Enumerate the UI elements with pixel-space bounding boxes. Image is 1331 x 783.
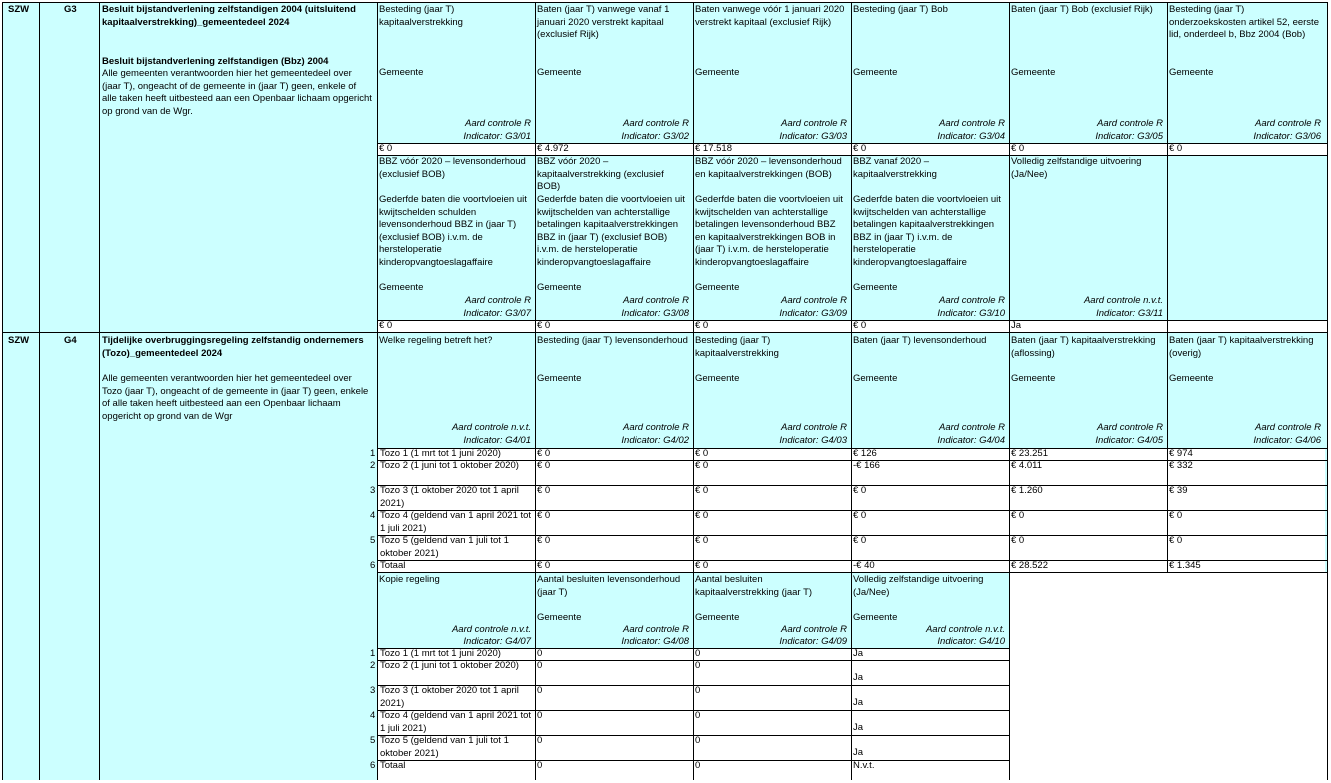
column-header: Besteding (jaar T) levensonderhoud [537, 335, 688, 346]
column-header: Aantal besluiten levensonderhoud (jaar T) [537, 574, 681, 598]
indicator-label: Indicator: G3/09 [779, 308, 847, 319]
regeling-name: Tozo 2 (1 juni tot 1 oktober 2020) [380, 660, 519, 671]
value-field[interactable]: 0 [537, 685, 543, 696]
indicator-label: Indicator: G4/10 [937, 636, 1005, 647]
control-label: Aard controle R [464, 118, 531, 129]
value-field[interactable]: € 0 [537, 448, 551, 459]
indicator-label: Indicator: G3/03 [779, 131, 847, 142]
value-field[interactable]: € 0 [853, 320, 867, 331]
row-number: 5 [370, 735, 376, 746]
row-number: 4 [370, 510, 376, 521]
value-field[interactable]: € 0 [695, 485, 709, 496]
control-label: Aard controle n.v.t. [925, 624, 1005, 635]
value-field[interactable]: Ja [853, 747, 864, 758]
column-header: Welke regeling betreft het? [379, 335, 493, 346]
value-field[interactable]: Ja [853, 672, 864, 683]
value-field[interactable]: € 28.522 [1011, 560, 1048, 571]
indicator-label: Indicator: G3/08 [621, 308, 689, 319]
party-label: Gemeente [695, 612, 740, 623]
row-number: 2 [370, 660, 376, 671]
value-field[interactable]: 0 [537, 648, 543, 659]
party-label: Gemeente [537, 67, 582, 78]
value-field[interactable]: 0 [537, 735, 543, 746]
party-label: Gemeente [537, 612, 582, 623]
party-label: Gemeente [537, 373, 582, 384]
regeling-name: Tozo 5 (geldend van 1 juli tot 1 oktober 2021) [380, 735, 509, 759]
regeling-name: Tozo 2 (1 juni tot 1 oktober 2020) [380, 460, 519, 471]
column-header: BBZ vóór 2020 – levensonderhoud (exclusief BOB) [379, 156, 526, 180]
value-field[interactable]: € 0 [1011, 510, 1025, 521]
party-label: Gemeente [1011, 373, 1056, 384]
value-field[interactable]: € 0 [537, 460, 551, 471]
divider [1167, 2, 1168, 332]
section-description: Alle gemeenten verantwoorden hier het gemeentedeel over Tozo (jaar T), ongeacht of de gemeente in (jaar T) geen, enkele of alle taken heeft uitbesteed aan een Openbaar lichaam opgericht op grond van de Wgr [102, 373, 369, 422]
divider [693, 332, 694, 572]
column-header: BBZ vóór 2020 – kapitaalverstrekking (exclusief BOB) [537, 156, 664, 193]
value-field[interactable]: € 0 [695, 560, 709, 571]
value-field[interactable]: 0 [537, 710, 543, 721]
control-label: Aard controle R [780, 295, 847, 306]
row-number: 6 [370, 760, 376, 771]
value-field[interactable]: 0 [695, 760, 701, 771]
value-field[interactable]: N.v.t. [853, 760, 875, 771]
column-header: Besteding (jaar T) onderzoekskosten artikel 52, eerste lid, onderdeel b, Bbz 2004 (Bob) [1169, 4, 1319, 41]
value-field[interactable]: € 4.011 [1011, 460, 1042, 471]
indicator-label: Indicator: G3/01 [463, 131, 531, 142]
value-field[interactable]: € 0 [695, 448, 709, 459]
value-field[interactable]: € 0 [537, 320, 551, 331]
section-subtitle: Besluit bijstandverlening zelfstandigen (Bbz) 2004 [102, 56, 329, 67]
section-title: Tijdelijke overbruggingsregeling zelfstandig ondernemers (Tozo)_gemeentedeel 2024 [102, 335, 364, 359]
column-header: Baten (jaar T) vanwege vanaf 1 januari 2020 verstrekt kapitaal (exclusief Rijk) [537, 4, 670, 41]
divider [39, 2, 40, 780]
indicator-label: Indicator: G4/02 [621, 435, 689, 446]
regeling-name: Totaal [380, 760, 406, 771]
party-label: Gemeente [537, 282, 582, 293]
value-field[interactable]: Ja [853, 697, 864, 708]
value-field[interactable]: € 0 [853, 535, 867, 546]
control-label: Aard controle R [1254, 118, 1321, 129]
indicator-label: Indicator: G4/09 [779, 636, 847, 647]
divider [1167, 332, 1168, 572]
column-description: Gederfde baten die voortvloeien uit kwijtschelden schulden levensonderhoud BBZ in (jaar T) (exclusief BOB) i.v.m. de hersteloperatie kinderopvangtoeslagaffaire [379, 194, 527, 268]
row-number: 1 [370, 448, 376, 459]
party-label: Gemeente [695, 373, 740, 384]
indicator-label: Indicator: G4/03 [779, 435, 847, 446]
regeling-name: Tozo 1 (1 mrt tot 1 juni 2020) [380, 648, 501, 659]
value-field[interactable]: € 126 [853, 448, 877, 459]
column-header: BBZ vóór 2020 – levensonderhoud en kapitaalverstrekkingen (BOB) [695, 156, 842, 180]
divider [851, 332, 852, 572]
divider [693, 572, 694, 780]
cell-background [1009, 572, 1327, 780]
regeling-name: Tozo 3 (1 oktober 2020 tot 1 april 2021) [380, 485, 519, 509]
value-field[interactable]: € 0 [695, 510, 709, 521]
divider [1009, 2, 1010, 332]
section-title: Besluit bijstandverlening zelfstandigen 2004 (uitsluitend kapitaalverstrekking)_gemeentedeel 2024 [102, 4, 356, 28]
value-field[interactable]: € 0 [853, 510, 867, 521]
row-number: 5 [370, 535, 376, 546]
row-number: 3 [370, 685, 376, 696]
party-label: Gemeente [853, 67, 898, 78]
value-field[interactable]: € 0 [537, 535, 551, 546]
value-field[interactable]: € 0 [537, 510, 551, 521]
ministry-code: SZW [8, 4, 30, 15]
value-field[interactable]: Ja [1011, 320, 1022, 331]
value-field[interactable]: 0 [695, 710, 701, 721]
control-label: Aard controle R [1096, 118, 1163, 129]
indicator-label: Indicator: G4/08 [621, 636, 689, 647]
regeling-name: Tozo 4 (geldend van 1 april 2021 tot 1 juli 2021) [380, 710, 532, 734]
value-field[interactable]: -€ 166 [853, 460, 880, 471]
value-field[interactable]: € 0 [1011, 143, 1025, 154]
value-field[interactable]: 0 [695, 660, 701, 671]
column-header: Baten (jaar T) Bob (exclusief Rijk) [1011, 4, 1153, 15]
column-header: Volledig zelfstandige uitvoering (Ja/Nee) [1011, 156, 1142, 180]
column-header: Baten (jaar T) levensonderhoud [853, 335, 987, 346]
column-header: Volledig zelfstandige uitvoering (Ja/Nee) [853, 574, 984, 598]
column-description: Gederfde baten die voortvloeien uit kwijtschelden van achterstallige betalingen kapitaalverstrekkingen BBZ in (jaar T) (exclusief BOB) i.v.m. de hersteloperatie kinderopvangtoeslagaffaire [537, 194, 685, 268]
value-field[interactable]: € 332 [1169, 460, 1193, 471]
indicator-label: Indicator: G3/02 [621, 131, 689, 142]
divider [99, 2, 100, 780]
party-label: Gemeente [853, 282, 898, 293]
indicator-label: Indicator: G3/07 [463, 308, 531, 319]
indicator-label: Indicator: G4/06 [1253, 435, 1321, 446]
indicator-label: Indicator: G3/06 [1253, 131, 1321, 142]
column-header: Baten vanwege vóór 1 januari 2020 verstrekt kapitaal (exclusief Rijk) [695, 4, 845, 28]
value-field[interactable]: € 0 [853, 485, 867, 496]
indicator-label: Indicator: G4/05 [1095, 435, 1163, 446]
value-field[interactable]: € 0 [1169, 510, 1183, 521]
section-description: Alle gemeenten verantwoorden hier het gemeentedeel over (jaar T), ongeacht of de gemeente in (jaar T) geen, enkele of alle taken heeft uitbesteed aan een Openbaar lichaam opgericht op grond van de Wgr. [102, 68, 372, 117]
party-label: Gemeente [695, 67, 740, 78]
column-header: Besteding (jaar T) kapitaalverstrekking [379, 4, 463, 28]
regeling-name: Tozo 1 (1 mrt tot 1 juni 2020) [380, 448, 501, 459]
divider [1009, 332, 1010, 572]
row-number: 6 [370, 560, 376, 571]
value-field[interactable]: € 4.972 [537, 143, 569, 154]
control-label: Aard controle R [780, 422, 847, 433]
value-field[interactable]: € 0 [379, 320, 393, 331]
value-field[interactable]: 0 [537, 760, 543, 771]
divider [1327, 2, 1328, 780]
indicator-label: Indicator: G3/11 [1096, 308, 1163, 319]
indicator-label: Indicator: G4/04 [937, 435, 1005, 446]
value-field[interactable]: 0 [695, 648, 701, 659]
control-label: Aard controle R [780, 624, 847, 635]
column-header: Aantal besluiten kapitaalverstrekking (jaar T) [695, 574, 813, 598]
value-field[interactable]: € 0 [379, 143, 393, 154]
row-number: 4 [370, 710, 376, 721]
divider [851, 572, 852, 780]
control-label: Aard controle R [622, 295, 689, 306]
indicator-label: Indicator: G3/10 [937, 308, 1005, 319]
indicator-label: Indicator: G4/01 [463, 435, 531, 446]
control-label: Aard controle R [622, 118, 689, 129]
column-description: Gederfde baten die voortvloeien uit kwijtschelden van achterstallige betalingen kapitaalverstrekkingen BBZ in (jaar T) i.v.m. de hersteloperatie kinderopvangtoeslagaffaire [853, 194, 1001, 268]
row-number: 3 [370, 485, 376, 496]
value-field[interactable]: Ja [853, 722, 864, 733]
column-header: Baten (jaar T) kapitaalverstrekking (aflossing) [1011, 335, 1156, 359]
divider [535, 572, 536, 780]
control-label: Aard controle R [622, 422, 689, 433]
value-field[interactable]: 0 [695, 685, 701, 696]
value-field[interactable]: € 1.345 [1169, 560, 1201, 571]
party-label: Gemeente [1011, 67, 1056, 78]
value-field[interactable]: € 0 [1169, 535, 1183, 546]
value-field[interactable]: 0 [695, 735, 701, 746]
divider [535, 332, 536, 572]
control-label: Aard controle R [938, 422, 1005, 433]
divider [535, 2, 536, 332]
column-header: BBZ vanaf 2020 – kapitaalverstrekking [853, 156, 937, 180]
column-header: Besteding (jaar T) kapitaalverstrekking [695, 335, 779, 359]
control-label: Aard controle R [938, 295, 1005, 306]
divider [2, 2, 3, 780]
section-code: G3 [64, 4, 77, 15]
value-field[interactable]: 0 [537, 660, 543, 671]
value-field[interactable]: € 0 [695, 460, 709, 471]
control-label: Aard controle R [1254, 422, 1321, 433]
party-label: Gemeente [853, 612, 898, 623]
column-header: Baten (jaar T) kapitaalverstrekking (overig) [1169, 335, 1314, 359]
row-number: 1 [370, 648, 376, 659]
value-field[interactable]: € 0 [1169, 143, 1183, 154]
party-label: Gemeente [1169, 67, 1214, 78]
regeling-name: Totaal [380, 560, 406, 571]
regeling-name: Tozo 5 (geldend van 1 juli tot 1 oktober 2021) [380, 535, 509, 559]
regeling-name: Tozo 4 (geldend van 1 april 2021 tot 1 juli 2021) [380, 510, 532, 534]
control-label: Aard controle n.v.t. [451, 624, 531, 635]
value-field[interactable]: € 0 [1011, 535, 1025, 546]
party-label: Gemeente [379, 282, 424, 293]
value-field[interactable]: € 0 [695, 535, 709, 546]
value-field[interactable]: € 1.260 [1011, 485, 1043, 496]
control-label: Aard controle R [622, 624, 689, 635]
value-field[interactable]: € 39 [1169, 485, 1188, 496]
divider [693, 2, 694, 332]
value-field[interactable]: € 0 [695, 320, 709, 331]
value-field[interactable]: € 23.251 [1011, 448, 1048, 459]
divider [851, 2, 852, 332]
value-field[interactable]: -€ 40 [853, 560, 875, 571]
value-field[interactable]: € 0 [537, 485, 551, 496]
party-label: Gemeente [1169, 373, 1214, 384]
value-field[interactable]: € 0 [537, 560, 551, 571]
control-label: Aard controle n.v.t. [1083, 295, 1163, 306]
value-field[interactable]: € 974 [1169, 448, 1193, 459]
section-code: G4 [64, 335, 77, 346]
column-header: Kopie regeling [379, 574, 440, 585]
regeling-name: Tozo 3 (1 oktober 2020 tot 1 april 2021) [380, 685, 519, 709]
divider [1009, 572, 1010, 780]
control-label: Aard controle R [780, 118, 847, 129]
control-label: Aard controle R [938, 118, 1005, 129]
party-label: Gemeente [853, 373, 898, 384]
row-number: 2 [370, 460, 376, 471]
indicator-label: Indicator: G3/04 [937, 131, 1005, 142]
control-label: Aard controle n.v.t. [451, 422, 531, 433]
column-header: Besteding (jaar T) Bob [853, 4, 948, 15]
column-description: Gederfde baten die voortvloeien uit kwijtschelden van achterstallige betalingen levensonderhoud BBZ en kapitaalverstrekkingen BOB in (jaar T) i.v.m. de hersteloperatie kinderopvangtoeslagaffaire [695, 194, 843, 268]
value-field[interactable]: € 0 [853, 143, 867, 154]
party-label: Gemeente [695, 282, 740, 293]
party-label: Gemeente [379, 67, 424, 78]
value-field[interactable]: Ja [853, 648, 864, 659]
indicator-label: Indicator: G4/07 [463, 636, 531, 647]
indicator-label: Indicator: G3/05 [1095, 131, 1163, 142]
divider [2, 2, 1327, 3]
value-field[interactable]: € 17.518 [695, 143, 732, 154]
control-label: Aard controle R [464, 295, 531, 306]
control-label: Aard controle R [1096, 422, 1163, 433]
ministry-code: SZW [8, 335, 30, 346]
